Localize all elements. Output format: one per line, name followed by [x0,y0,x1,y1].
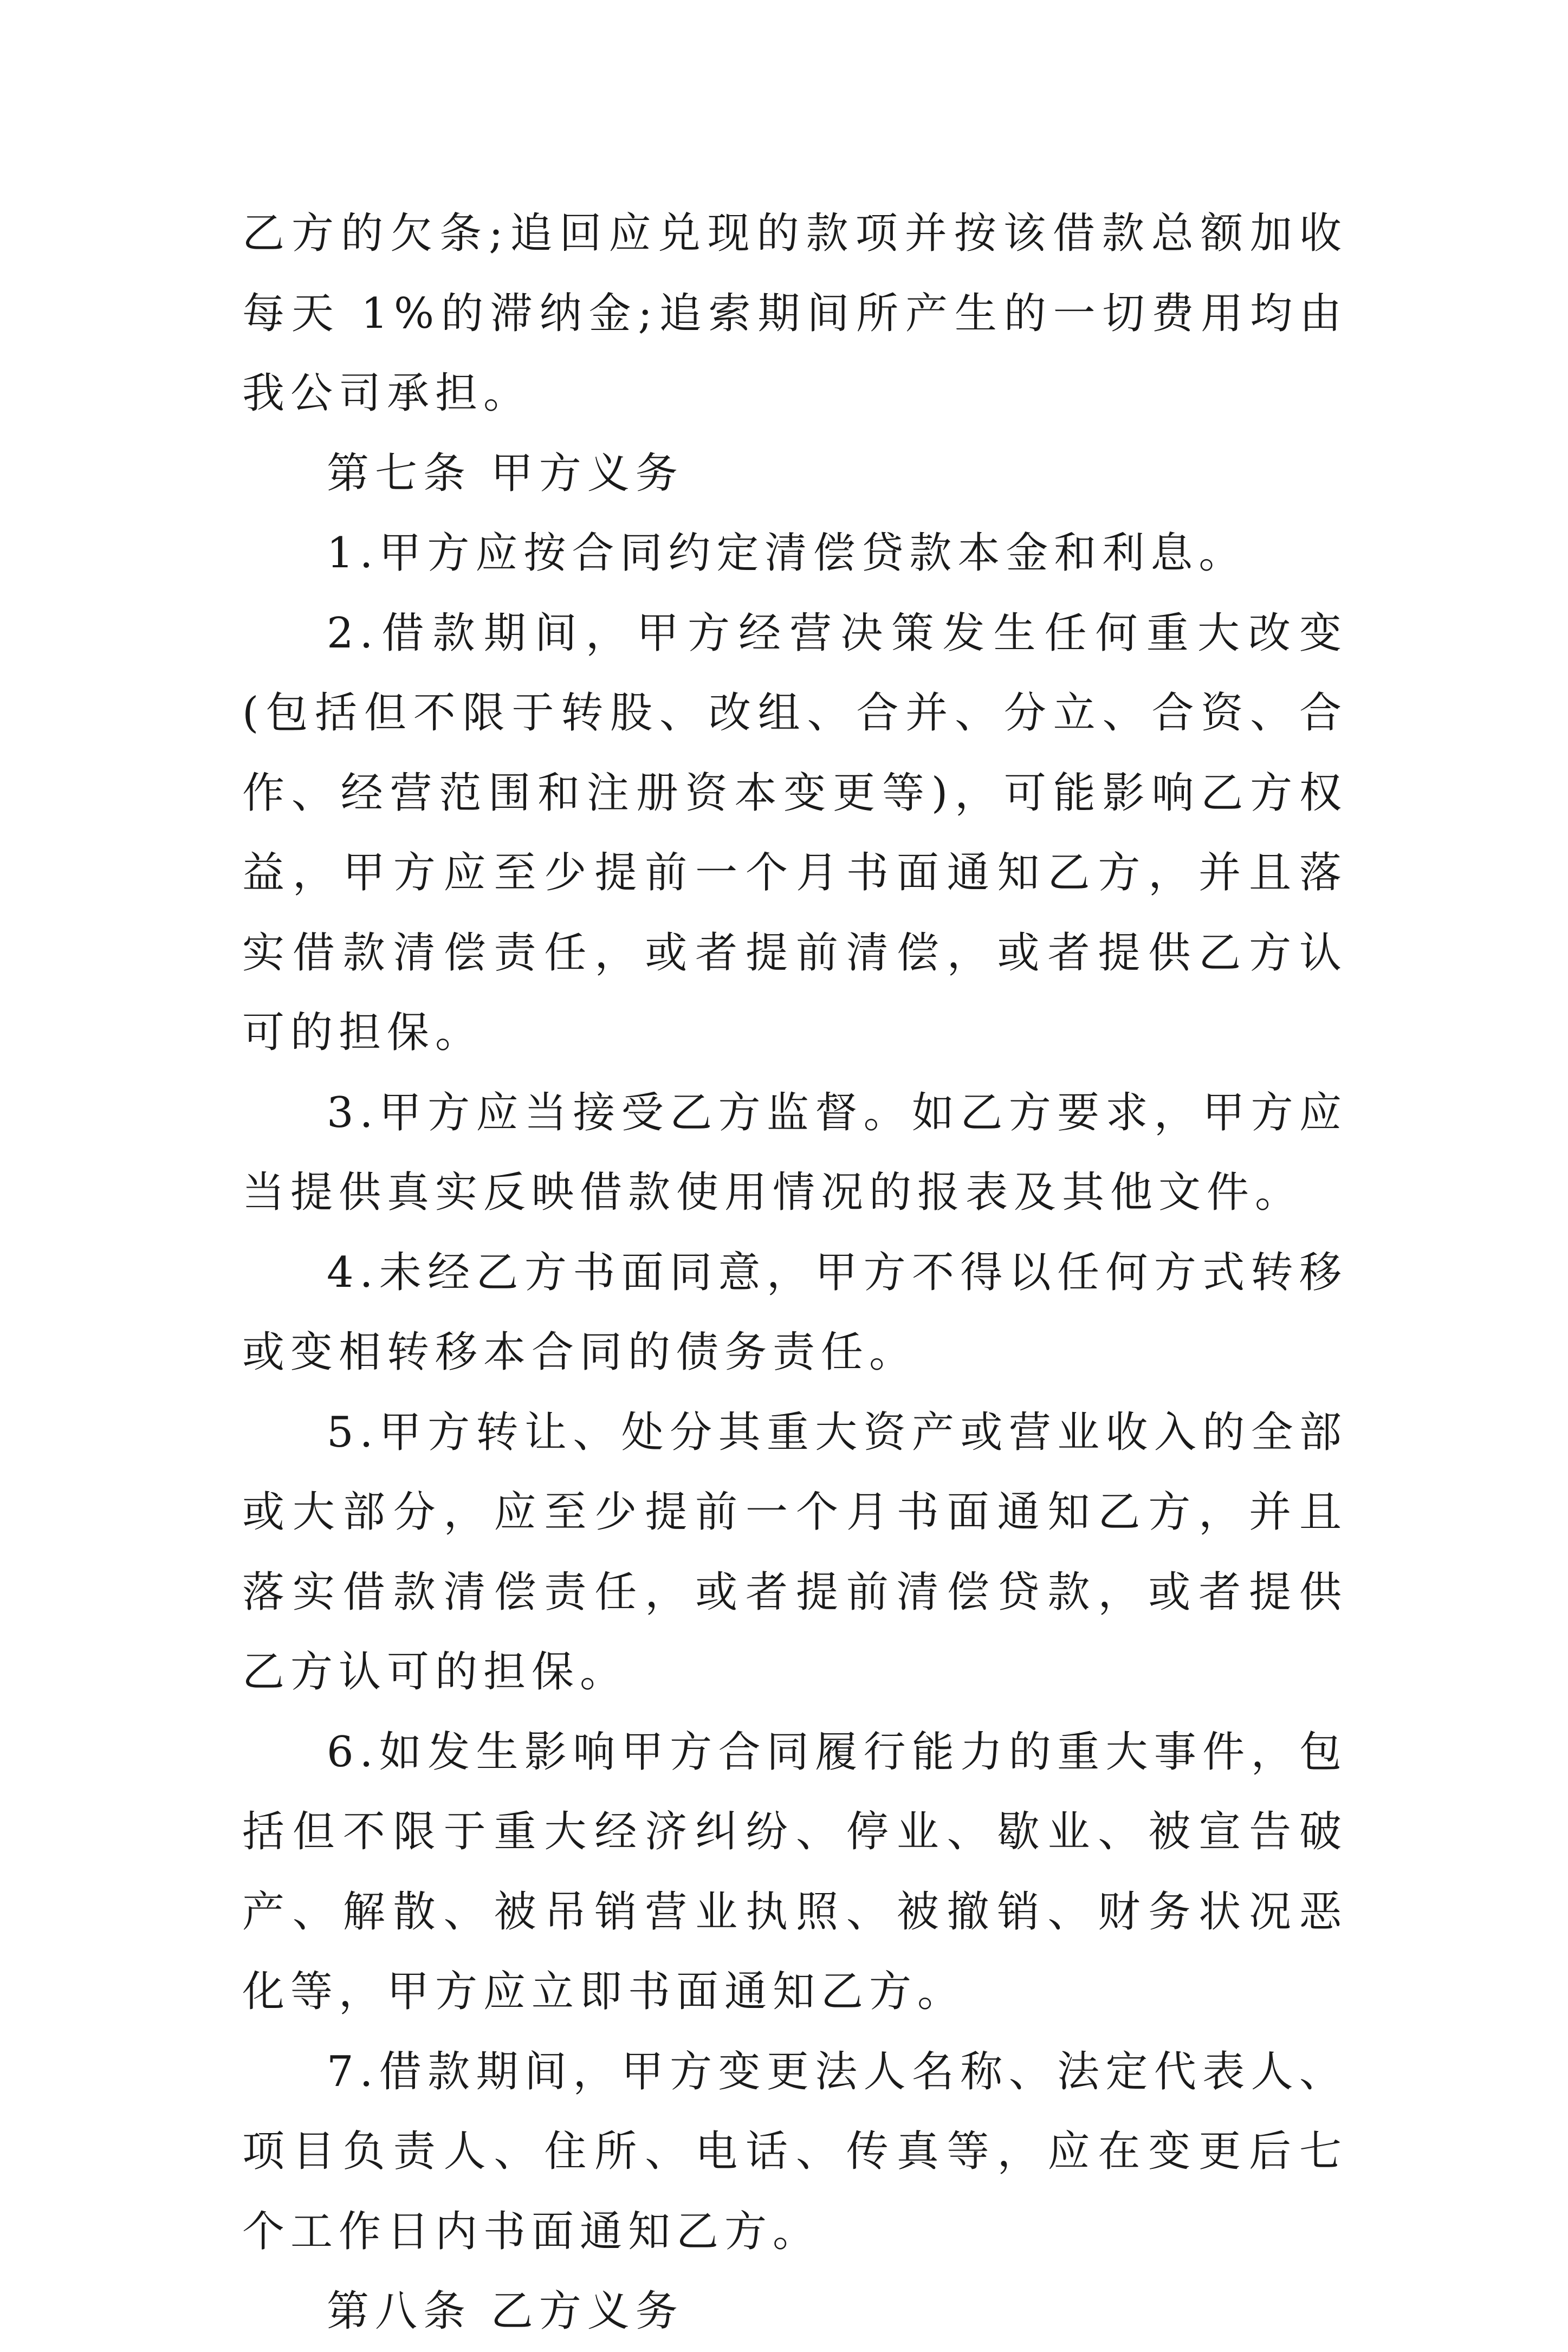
paragraph-continuation-clause: 乙方的欠条;追回应兑现的款项并按该借款总额加收每天 1%的滞纳金;追索期间所产生的一切费用均由我公司承担。 [242,209,1347,418]
clause-7-7: 7.借款期间，甲方变更法人名称、法定代表人、项目负责人、住所、电话、传真等，应在变更后七个工作日内书面通知乙方。 [242,2047,1347,2256]
section-heading-article-7: 第七条 甲方义务 [327,449,684,498]
clause-7-4: 4.未经乙方书面同意，甲方不得以任何方式转移或变相转移本合同的债务责任。 [242,1248,1347,1377]
contract-text [242,194,1347,2352]
clause-7-1: 1.甲方应按合同约定清偿贷款本金和利息。 [327,529,1247,578]
clause-7-6: 6.如发生影响甲方合同履行能力的重大事件，包括但不限于重大经济纠纷、停业、歇业、被宣告破产、解散、被吊销营业执照、被撤销、财务状况恶化等，甲方应立即书面通知乙方。 [242,1727,1347,2016]
clause-7-5: 5.甲方转让、处分其重大资产或营业收入的全部或大部分，应至少提前一个月书面通知乙方，并且落实借款清偿责任，或者提前清偿贷款，或者提供乙方认可的担保。 [242,1408,1347,1696]
clause-7-3: 3.甲方应当接受乙方监督。如乙方要求，甲方应当提供真实反映借款使用情况的报表及其他文件。 [242,1088,1347,1217]
clause-7-2: 2.借款期间，甲方经营决策发生任何重大改变(包括但不限于转股、改组、合并、分立、合资、合作、经营范围和注册资本变更等)，可能影响乙方权益，甲方应至少提前一个月书面通知乙方，并且落实借款清偿责任，或者提前清偿，或者提供乙方认可的担保。 [242,608,1347,1057]
section-heading-article-8: 第八条 乙方义务 [327,2287,684,2336]
